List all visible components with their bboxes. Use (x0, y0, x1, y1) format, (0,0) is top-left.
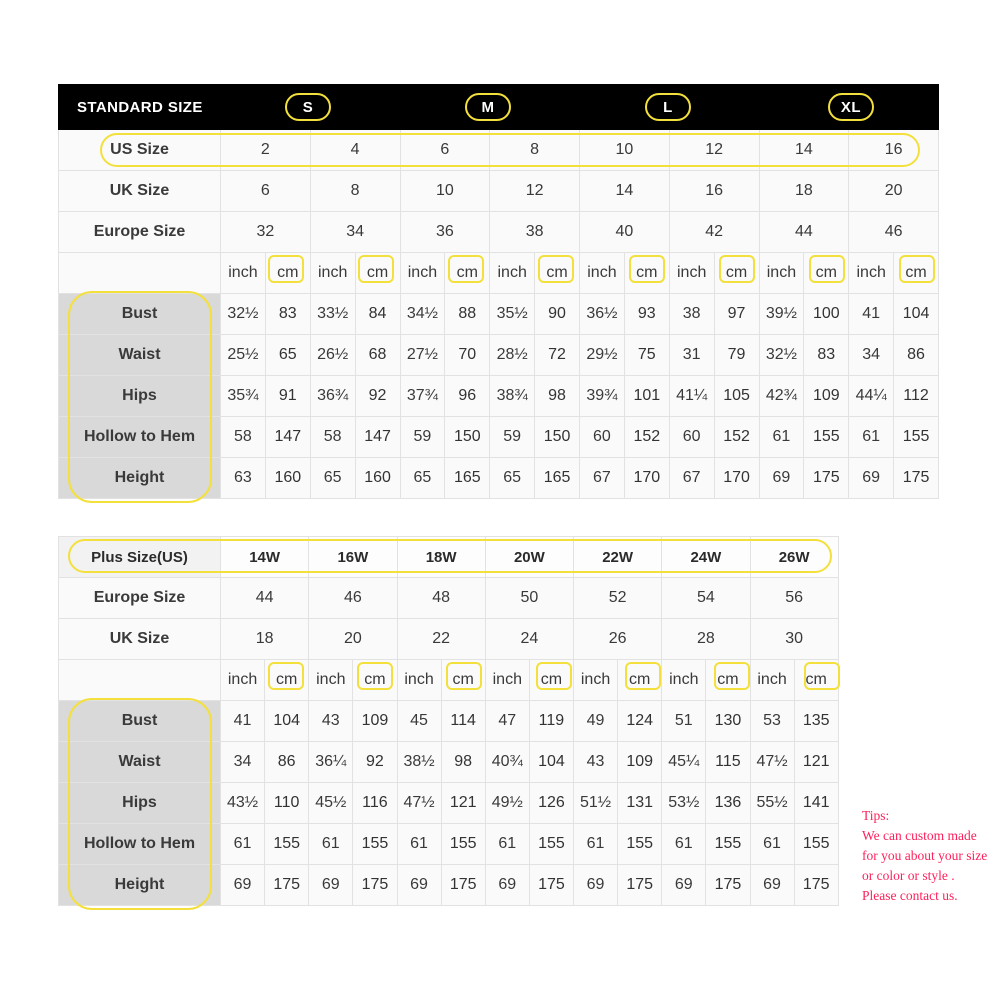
cell: 155 (353, 824, 397, 865)
cell: 61 (574, 824, 618, 865)
cell: 155 (804, 417, 849, 458)
cell: 26W (750, 537, 838, 578)
cell: 38 (490, 212, 580, 253)
cell: 22 (397, 619, 485, 660)
cell: 35½ (490, 294, 535, 335)
cell: 101 (624, 376, 669, 417)
cell: 2 (221, 130, 311, 171)
unit-cell: cm (624, 253, 669, 294)
unit-cell: cm (265, 660, 309, 701)
row-label-plus-height: Height (59, 865, 221, 906)
cell: 175 (441, 865, 485, 906)
cell: 6 (400, 130, 490, 171)
cell: 61 (662, 824, 706, 865)
cell: 131 (618, 783, 662, 824)
cell: 61 (397, 824, 441, 865)
cell: 160 (355, 458, 400, 499)
cell: 90 (535, 294, 580, 335)
unit-cell: inch (310, 253, 355, 294)
cell: 10 (580, 130, 670, 171)
plus-header-row (59, 537, 839, 578)
cell: 69 (662, 865, 706, 906)
cell: 35¾ (221, 376, 266, 417)
cell: 69 (397, 865, 441, 906)
cell: 147 (265, 417, 310, 458)
cell: 54 (662, 578, 750, 619)
cell: 14 (580, 171, 670, 212)
unit-cell: cm (355, 253, 400, 294)
cell: 175 (529, 865, 573, 906)
cell: 34½ (400, 294, 445, 335)
cell: 37¾ (400, 376, 445, 417)
cell: 104 (265, 701, 309, 742)
size-badge-s: S (285, 93, 331, 121)
cell: 61 (849, 417, 894, 458)
cell: 48 (397, 578, 485, 619)
cell: 170 (714, 458, 759, 499)
cell: 155 (894, 417, 939, 458)
cell: 165 (535, 458, 580, 499)
unit-cell: inch (574, 660, 618, 701)
cell: 52 (574, 578, 662, 619)
table-row-plus-units (59, 660, 839, 701)
row-label-plus-europe-size: Europe Size (59, 578, 221, 619)
cell: 30 (750, 619, 838, 660)
row-label-europe-size: Europe Size (59, 212, 221, 253)
unit-cell: cm (804, 253, 849, 294)
unit-cell: inch (669, 253, 714, 294)
cell: 59 (490, 417, 535, 458)
cell: 34 (310, 212, 400, 253)
cell: 83 (804, 335, 849, 376)
table-row-plus-bust (59, 701, 839, 742)
table-row-europe-size (59, 212, 939, 253)
cell: 61 (759, 417, 804, 458)
cell: 92 (355, 376, 400, 417)
cell: 42 (669, 212, 759, 253)
table-row-plus-hips (59, 783, 839, 824)
unit-cell: inch (662, 660, 706, 701)
cell: 38½ (397, 742, 441, 783)
cell: 105 (714, 376, 759, 417)
cell: 41 (849, 294, 894, 335)
cell: 39¾ (580, 376, 625, 417)
unit-cell: cm (706, 660, 750, 701)
unit-cell: cm (535, 253, 580, 294)
cell: 155 (529, 824, 573, 865)
cell: 121 (794, 742, 838, 783)
cell: 109 (804, 376, 849, 417)
cell: 93 (624, 294, 669, 335)
unit-cell: cm (441, 660, 485, 701)
cell: 61 (309, 824, 353, 865)
cell: 60 (580, 417, 625, 458)
cell: 69 (485, 865, 529, 906)
cell: 51 (662, 701, 706, 742)
cell: 43 (309, 701, 353, 742)
cell: 116 (353, 783, 397, 824)
cell: 34 (221, 742, 265, 783)
cell: 69 (759, 458, 804, 499)
unit-cell: inch (309, 660, 353, 701)
cell: 83 (265, 294, 310, 335)
table-row-us-size (59, 130, 939, 171)
cell: 4 (310, 130, 400, 171)
cell: 56 (750, 578, 838, 619)
cell: 27½ (400, 335, 445, 376)
table-row-plus-height (59, 865, 839, 906)
units-row-label (59, 253, 221, 294)
cell: 39½ (759, 294, 804, 335)
unit-cell: cm (618, 660, 662, 701)
cell: 47 (485, 701, 529, 742)
cell: 165 (445, 458, 490, 499)
row-label-plus-hollow-to-hem: Hollow to Hem (59, 824, 221, 865)
cell: 175 (265, 865, 309, 906)
cell: 58 (221, 417, 266, 458)
row-label-plus-waist: Waist (59, 742, 221, 783)
cell: 45¼ (662, 742, 706, 783)
table-row-hollow-to-hem (59, 417, 939, 458)
cell: 61 (485, 824, 529, 865)
unit-cell: inch (759, 253, 804, 294)
cell: 69 (309, 865, 353, 906)
cell: 8 (490, 130, 580, 171)
cell: 68 (355, 335, 400, 376)
cell: 40¾ (485, 742, 529, 783)
unit-cell: inch (490, 253, 535, 294)
table-row-hips (59, 376, 939, 417)
cell: 72 (535, 335, 580, 376)
cell: 42¾ (759, 376, 804, 417)
cell: 6 (221, 171, 311, 212)
cell: 100 (804, 294, 849, 335)
cell: 33½ (310, 294, 355, 335)
cell: 18W (397, 537, 485, 578)
row-label-waist: Waist (59, 335, 221, 376)
cell: 135 (794, 701, 838, 742)
plus-units-row-label (59, 660, 221, 701)
cell: 24W (662, 537, 750, 578)
unit-cell: cm (265, 253, 310, 294)
plus-title: Plus Size(US) (59, 537, 221, 578)
cell: 175 (618, 865, 662, 906)
cell: 121 (441, 783, 485, 824)
cell: 75 (624, 335, 669, 376)
unit-cell: inch (400, 253, 445, 294)
cell: 24 (485, 619, 573, 660)
table-row-plus-hollow-to-hem (59, 824, 839, 865)
cell: 65 (400, 458, 445, 499)
cell: 18 (759, 171, 849, 212)
table-row-height (59, 458, 939, 499)
unit-cell: cm (445, 253, 490, 294)
cell: 16W (309, 537, 397, 578)
cell: 155 (618, 824, 662, 865)
table-row-uk-size (59, 171, 939, 212)
unit-cell: cm (353, 660, 397, 701)
cell: 49½ (485, 783, 529, 824)
tips-line-5: Please contact us. (862, 888, 958, 903)
unit-cell: cm (714, 253, 759, 294)
cell: 98 (441, 742, 485, 783)
table-row-plus-europe-size (59, 578, 839, 619)
cell: 61 (750, 824, 794, 865)
tips-line-2: We can custom made (862, 828, 977, 843)
cell: 22W (574, 537, 662, 578)
cell: 29½ (580, 335, 625, 376)
cell: 147 (355, 417, 400, 458)
cell: 43 (574, 742, 618, 783)
cell: 136 (706, 783, 750, 824)
cell: 65 (265, 335, 310, 376)
cell: 26 (574, 619, 662, 660)
tips-block (862, 806, 998, 906)
cell: 43½ (221, 783, 265, 824)
cell: 69 (750, 865, 794, 906)
cell: 155 (265, 824, 309, 865)
size-badge-xl: XL (828, 93, 874, 121)
cell: 16 (849, 130, 939, 171)
cell: 44¼ (849, 376, 894, 417)
cell: 31 (669, 335, 714, 376)
cell: 53½ (662, 783, 706, 824)
cell: 155 (441, 824, 485, 865)
cell: 41 (221, 701, 265, 742)
cell: 20W (485, 537, 573, 578)
cell: 26½ (310, 335, 355, 376)
cell: 16 (669, 171, 759, 212)
cell: 126 (529, 783, 573, 824)
cell: 34 (849, 335, 894, 376)
cell: 114 (441, 701, 485, 742)
cell: 28½ (490, 335, 535, 376)
cell: 152 (714, 417, 759, 458)
cell: 69 (221, 865, 265, 906)
cell: 36¾ (310, 376, 355, 417)
cell: 92 (353, 742, 397, 783)
row-label-bust: Bust (59, 294, 221, 335)
cell: 86 (265, 742, 309, 783)
cell: 175 (794, 865, 838, 906)
cell: 88 (445, 294, 490, 335)
cell: 10 (400, 171, 490, 212)
unit-cell: inch (397, 660, 441, 701)
cell: 104 (894, 294, 939, 335)
unit-cell: cm (894, 253, 939, 294)
table-row-units (59, 253, 939, 294)
unit-cell: inch (485, 660, 529, 701)
cell: 112 (894, 376, 939, 417)
cell: 109 (618, 742, 662, 783)
cell: 32 (221, 212, 311, 253)
row-label-plus-bust: Bust (59, 701, 221, 742)
cell: 53 (750, 701, 794, 742)
cell: 69 (574, 865, 618, 906)
cell: 110 (265, 783, 309, 824)
cell: 14W (221, 537, 309, 578)
cell: 130 (706, 701, 750, 742)
unit-cell: inch (750, 660, 794, 701)
cell: 61 (221, 824, 265, 865)
cell: 44 (221, 578, 309, 619)
table-row-bust (59, 294, 939, 335)
standard-title: STANDARD SIZE (59, 85, 221, 130)
cell: 50 (485, 578, 573, 619)
standard-size-table (58, 84, 939, 499)
table-row-plus-uk-size (59, 619, 839, 660)
unit-cell: inch (221, 253, 266, 294)
tips-line-1: Tips: (862, 808, 890, 823)
cell: 86 (894, 335, 939, 376)
cell: 8 (310, 171, 400, 212)
cell: 14 (759, 130, 849, 171)
unit-cell: inch (580, 253, 625, 294)
row-label-uk-size: UK Size (59, 171, 221, 212)
row-label-plus-hips: Hips (59, 783, 221, 824)
cell: 36¼ (309, 742, 353, 783)
cell: 175 (706, 865, 750, 906)
cell: 38 (669, 294, 714, 335)
cell: 18 (221, 619, 309, 660)
cell: 45½ (309, 783, 353, 824)
cell: 46 (849, 212, 939, 253)
tips-line-4: or color or style . (862, 868, 955, 883)
cell: 98 (535, 376, 580, 417)
table-row-plus-waist (59, 742, 839, 783)
cell: 51½ (574, 783, 618, 824)
cell: 36½ (580, 294, 625, 335)
cell: 65 (490, 458, 535, 499)
plus-size-chart (58, 536, 838, 906)
cell: 32½ (759, 335, 804, 376)
cell: 96 (445, 376, 490, 417)
cell: 20 (309, 619, 397, 660)
cell: 150 (535, 417, 580, 458)
row-label-hips: Hips (59, 376, 221, 417)
cell: 38¾ (490, 376, 535, 417)
cell: 119 (529, 701, 573, 742)
cell: 152 (624, 417, 669, 458)
cell: 155 (706, 824, 750, 865)
cell: 63 (221, 458, 266, 499)
cell: 70 (445, 335, 490, 376)
cell: 109 (353, 701, 397, 742)
cell: 175 (353, 865, 397, 906)
cell: 36 (400, 212, 490, 253)
cell: 44 (759, 212, 849, 253)
size-badge-m: M (465, 93, 511, 121)
table-row-waist (59, 335, 939, 376)
cell: 84 (355, 294, 400, 335)
cell: 79 (714, 335, 759, 376)
cell: 45 (397, 701, 441, 742)
unit-cell: inch (221, 660, 265, 701)
cell: 69 (849, 458, 894, 499)
cell: 124 (618, 701, 662, 742)
cell: 65 (310, 458, 355, 499)
cell: 175 (894, 458, 939, 499)
tips-line-3: for you about your size (862, 848, 988, 863)
row-label-plus-uk-size: UK Size (59, 619, 221, 660)
cell: 170 (624, 458, 669, 499)
cell: 46 (309, 578, 397, 619)
cell: 20 (849, 171, 939, 212)
cell: 67 (669, 458, 714, 499)
cell: 47½ (750, 742, 794, 783)
cell: 91 (265, 376, 310, 417)
cell: 155 (794, 824, 838, 865)
unit-cell: cm (529, 660, 573, 701)
unit-cell: cm (794, 660, 838, 701)
cell: 40 (580, 212, 670, 253)
cell: 59 (400, 417, 445, 458)
cell: 141 (794, 783, 838, 824)
cell: 47½ (397, 783, 441, 824)
cell: 115 (706, 742, 750, 783)
standard-size-chart (58, 84, 938, 499)
row-label-height: Height (59, 458, 221, 499)
cell: 28 (662, 619, 750, 660)
cell: 67 (580, 458, 625, 499)
cell: 58 (310, 417, 355, 458)
cell: 97 (714, 294, 759, 335)
cell: 60 (669, 417, 714, 458)
cell: 150 (445, 417, 490, 458)
cell: 25½ (221, 335, 266, 376)
cell: 160 (265, 458, 310, 499)
cell: 55½ (750, 783, 794, 824)
plus-size-table (58, 536, 839, 906)
cell: 12 (669, 130, 759, 171)
cell: 12 (490, 171, 580, 212)
cell: 104 (529, 742, 573, 783)
cell: 49 (574, 701, 618, 742)
size-badge-l: L (645, 93, 691, 121)
row-label-hollow-to-hem: Hollow to Hem (59, 417, 221, 458)
unit-cell: inch (849, 253, 894, 294)
row-label-us-size: US Size (59, 130, 221, 171)
cell: 175 (804, 458, 849, 499)
cell: 32½ (221, 294, 266, 335)
cell: 41¼ (669, 376, 714, 417)
